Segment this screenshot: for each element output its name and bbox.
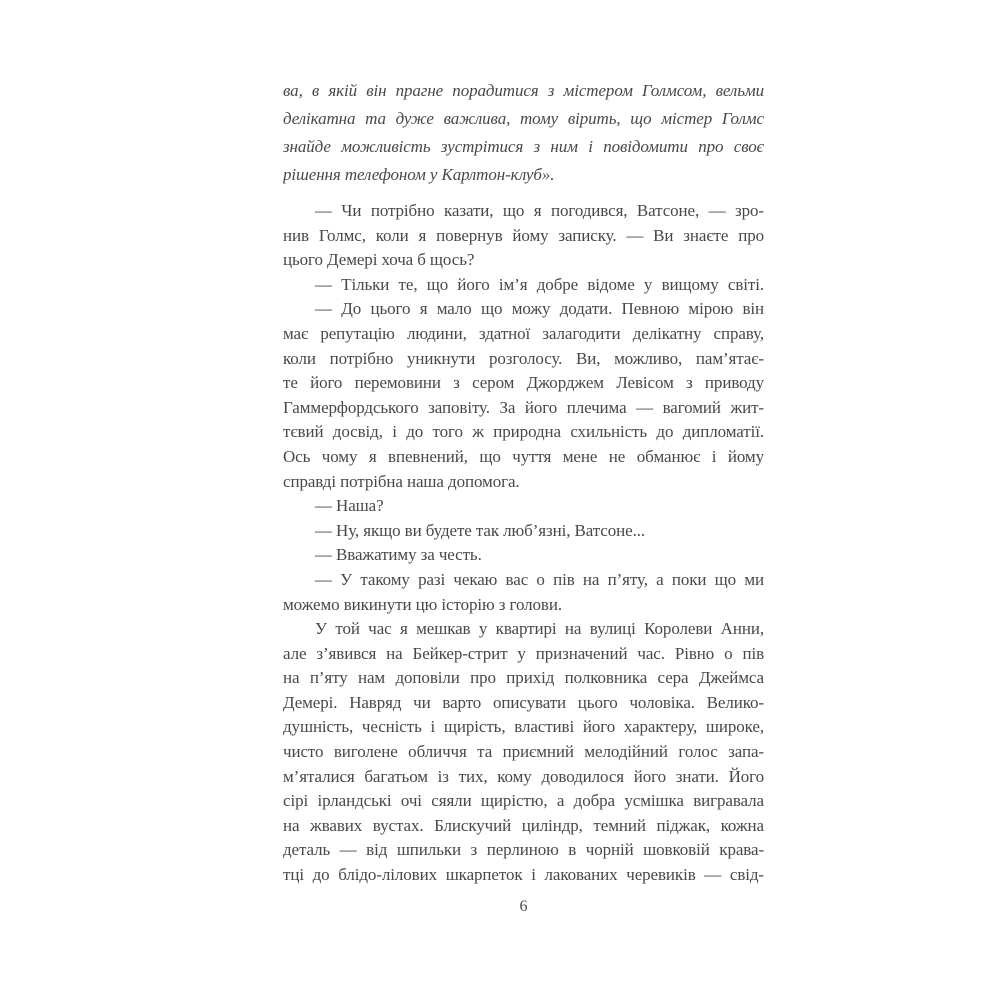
text-line: делікатна та дуже важлива, тому вірить, що містер Голмс <box>283 109 764 128</box>
letter-excerpt-paragraph <box>283 77 764 189</box>
text-line: Демері. Навряд чи варто описувати цього чоловіка. Велико- <box>283 692 764 712</box>
text-column <box>283 77 764 919</box>
text-line: коли потрібно уникнути розголосу. Ви, можливо, пам’ятає- <box>283 348 764 368</box>
paragraph-5 <box>283 519 764 544</box>
text-line: ва, в якій він прагне порадитися з містером Голмсом, вельми <box>283 81 764 100</box>
text-line: тці до блідо-лілових шкарпеток і лакованих черевиків — свід- <box>283 865 764 885</box>
text-line: деталь — від шпильки з перлиною в чорній шовковій крава- <box>283 840 764 860</box>
text-line: на жвавих вустах. Блискучий циліндр, темний піджак, кожна <box>283 815 764 835</box>
text-line: цього Демері хоча б щось? <box>283 250 475 270</box>
text-line: м’яталися багатьом із тих, кому доводилося його знати. Його <box>283 766 764 786</box>
text-line: — У такому разі чекаю вас о пів на п’яту, а поки що ми <box>315 569 764 589</box>
paragraph-2 <box>283 273 764 298</box>
paragraph-7 <box>283 568 764 617</box>
text-line: — Наша? <box>315 496 384 516</box>
text-line: чисто виголене обличчя та приємний мелодійний голос запа- <box>283 742 764 762</box>
text-line: — Тільки те, що його ім’я добре відоме у вищому світі. <box>315 274 764 294</box>
letter-excerpt <box>283 77 764 189</box>
text-line: можемо викинути цю історію з голови. <box>283 594 563 614</box>
text-line: сірі ірландські очі сяяли щирістю, а добра усмішка вигравала <box>283 791 764 811</box>
text-line: рішення телефоном у Карлтон-клуб». <box>283 165 555 184</box>
paragraph-4 <box>283 494 764 519</box>
page-number: 6 <box>519 897 528 915</box>
text-line: має репутацію людини, здатної залагодити делікатну справу, <box>283 323 764 343</box>
paragraph-8 <box>283 617 764 888</box>
text-line: тєвий досвід, і до того ж природна схильність до дипломатії. <box>283 422 764 442</box>
story-paragraphs <box>283 199 764 888</box>
text-line: — До цього я мало що можу додати. Певною мірою він <box>315 299 764 319</box>
text-line: душність, чесність і щирість, властиві його характеру, широке, <box>283 717 764 737</box>
text-line: У той час я мешкав у квартирі на вулиці Королеви Анни, <box>315 619 764 639</box>
paragraph-1 <box>283 199 764 273</box>
text-line: нив Голмс, коли я повернув йому записку. — Ви знаєте про <box>283 225 764 245</box>
text-line: — Вважатиму за честь. <box>315 545 482 565</box>
text-line: Гаммерфордського заповіту. За його плечима — вагомий жит- <box>283 397 764 417</box>
text-line: але з’явився на Бейкер-стрит у призначений час. Рівно о пів <box>283 643 764 663</box>
text-line: — Чи потрібно казати, що я погодився, Ватсоне, — зро- <box>315 201 764 220</box>
text-line: Ось чому я впевнений, що чуття мене не обманює і йому <box>283 446 764 466</box>
text-line: справді потрібна наша допомога. <box>283 471 520 491</box>
text-line: те його перемовини з сером Джорджем Левісом з приводу <box>283 373 764 393</box>
text-line: на п’яту нам доповіли про прихід полковника сера Джеймса <box>283 668 764 688</box>
text-line: знайде можливість зустрітися з ним і повідомити про своє <box>283 137 764 156</box>
text-line: — Ну, якщо ви будете так люб’язні, Ватсоне... <box>315 520 646 540</box>
paragraph-6 <box>283 543 764 568</box>
paragraph-3 <box>283 297 764 494</box>
